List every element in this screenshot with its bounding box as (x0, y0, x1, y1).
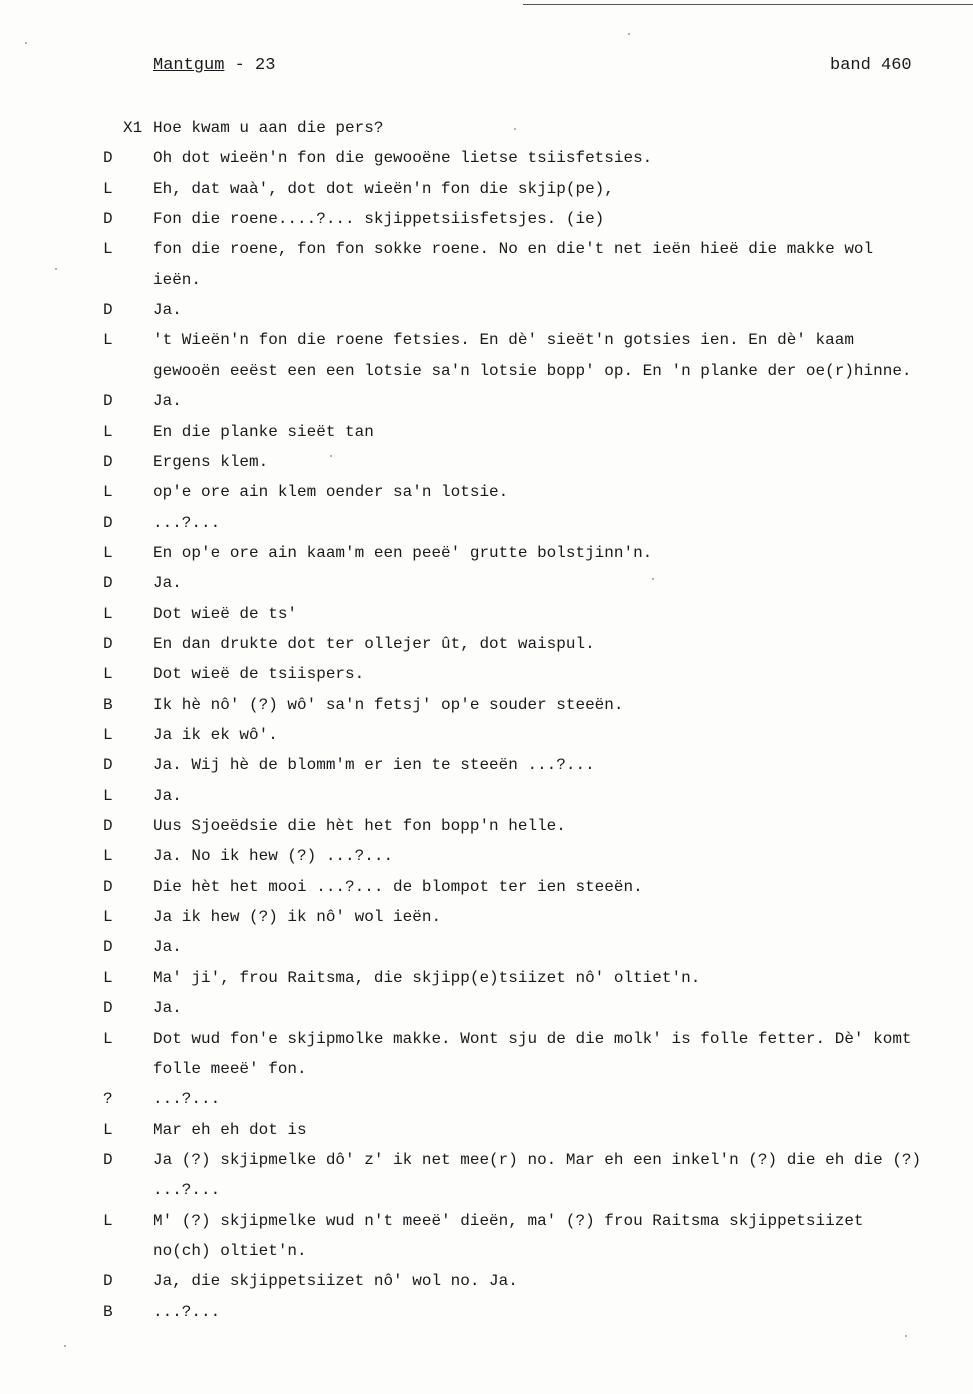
speaker-label: ? (103, 1090, 113, 1108)
speaker-label: D (103, 635, 113, 653)
utterance-text: fon die roene, fon fon sokke roene. No en die't net ieën hieë die makke wol (153, 240, 874, 258)
speaker-label: D (103, 999, 113, 1017)
utterance-text: Fon die roene....?... skjippetsiisfetsjes. (ie) (153, 210, 605, 228)
speaker-label: B (103, 1303, 113, 1321)
speaker-label: B (103, 696, 113, 714)
speaker-label: D (103, 938, 113, 956)
speaker-label: L (103, 726, 113, 744)
speaker-label: D (103, 210, 113, 228)
utterance-text: Ja ik ek wô'. (153, 726, 278, 744)
utterance-text: ieën. (153, 271, 202, 289)
utterance-text: Ja ik hew (?) ik nô' wol ieën. (153, 908, 442, 926)
utterance-text: Ja (?) skjipmelke dô' z' ik net mee(r) no. Mar eh een inkel'n (?) die eh die (?) (153, 1151, 922, 1169)
speaker-label: L (103, 969, 113, 987)
utterance-text: Ik hè nô' (?) wô' sa'n fetsj' op'e souder steeën. (153, 696, 624, 714)
utterance-text: En die planke sieët tan (153, 423, 374, 441)
utterance-text: folle meeë' fon. (153, 1060, 307, 1078)
utterance-text: Die hèt het mooi ...?... de blompot ter ien steeën. (153, 878, 643, 896)
utterance-text: En op'e ore ain kaam'm een peeë' grutte bolstjinn'n. (153, 544, 653, 562)
speaker-label: L (103, 240, 113, 258)
speaker-label: L (103, 544, 113, 562)
page-header-left (153, 56, 275, 75)
paper-speck (55, 268, 57, 270)
utterance-text: Ja. (153, 574, 182, 592)
speaker-label: L (103, 1030, 113, 1048)
speaker-label: X1 (123, 119, 143, 137)
paper-speck (652, 578, 654, 580)
speaker-label: L (103, 605, 113, 623)
speaker-label: D (103, 756, 113, 774)
utterance-text: Ja. (153, 301, 182, 319)
paper-speck (514, 128, 516, 130)
band-label: band 460 (830, 56, 912, 75)
utterance-text: M' (?) skjipmelke wud n't meeë' dieën, ma' (?) frou Raitsma skjippetsiizet (153, 1212, 864, 1230)
speaker-label: D (103, 1272, 113, 1290)
paper-speck (64, 1345, 66, 1347)
paper-speck (628, 33, 630, 35)
utterance-text: Uus Sjoeëdsie die hèt het fon bopp'n helle. (153, 817, 566, 835)
speaker-label: D (103, 453, 113, 471)
speaker-label: D (103, 574, 113, 592)
utterance-text: 't Wieën'n fon die roene fetsies. En dè' sieët'n gotsies ien. En dè' kaam (153, 331, 854, 349)
speaker-label: D (103, 1151, 113, 1169)
speaker-label: L (103, 180, 113, 198)
utterance-text: no(ch) oltiet'n. (153, 1242, 307, 1260)
top-rule (523, 4, 973, 5)
speaker-label: D (103, 514, 113, 532)
utterance-text: Ergens klem. (153, 453, 269, 471)
utterance-text: Hoe kwam u aan die pers? (153, 119, 384, 137)
utterance-text: op'e ore ain klem oender sa'n lotsie. (153, 483, 509, 501)
paper-speck (330, 455, 332, 457)
paper-speck (25, 42, 27, 44)
utterance-text: ...?... (153, 1090, 221, 1108)
speaker-label: D (103, 301, 113, 319)
utterance-text: ...?... (153, 1181, 221, 1199)
speaker-label: L (103, 665, 113, 683)
utterance-text: Ja. Wij hè de blomm'm er ien te steeën ...?... (153, 756, 595, 774)
utterance-text: Mar eh eh dot is (153, 1121, 307, 1139)
utterance-text: Ma' ji', frou Raitsma, die skjipp(e)tsiizet nô' oltiet'n. (153, 969, 701, 987)
utterance-text: Oh dot wieën'n fon die gewooëne lietse tsiisfetsies. (153, 149, 653, 167)
speaker-label: D (103, 817, 113, 835)
utterance-text: Ja. No ik hew (?) ...?... (153, 847, 394, 865)
speaker-label: L (103, 1121, 113, 1139)
speaker-label: L (103, 787, 113, 805)
page-number: - 23 (224, 56, 276, 75)
speaker-label: L (103, 331, 113, 349)
speaker-label: L (103, 483, 113, 501)
speaker-label: D (103, 149, 113, 167)
utterance-text: Ja. (153, 999, 182, 1017)
utterance-text: Ja. (153, 938, 182, 956)
utterance-text: gewooën eeëst een een lotsie sa'n lotsie bopp' op. En 'n planke der oe(r)hinne. (153, 362, 912, 380)
speaker-label: D (103, 878, 113, 896)
speaker-label: D (103, 392, 113, 410)
utterance-text: Ja, die skjippetsiizet nô' wol no. Ja. (153, 1272, 518, 1290)
utterance-text: En dan drukte dot ter ollejer ût, dot waispul. (153, 635, 595, 653)
utterance-text: Dot wud fon'e skjipmolke makke. Wont sju de die molk' is folle fetter. Dè' komt (153, 1030, 912, 1048)
utterance-text: ...?... (153, 1303, 221, 1321)
utterance-text: Ja. (153, 787, 182, 805)
utterance-text: Eh, dat waà', dot dot wieën'n fon die skjip(pe), (153, 180, 614, 198)
utterance-text: Ja. (153, 392, 182, 410)
document-title: Mantgum (153, 56, 225, 75)
speaker-label: L (103, 1212, 113, 1230)
utterance-text: Dot wieë de tsiispers. (153, 665, 365, 683)
utterance-text: Dot wieë de ts' (153, 605, 298, 623)
speaker-label: L (103, 908, 113, 926)
speaker-label: L (103, 423, 113, 441)
utterance-text: ...?... (153, 514, 221, 532)
speaker-label: L (103, 847, 113, 865)
paper-speck (905, 1335, 907, 1337)
